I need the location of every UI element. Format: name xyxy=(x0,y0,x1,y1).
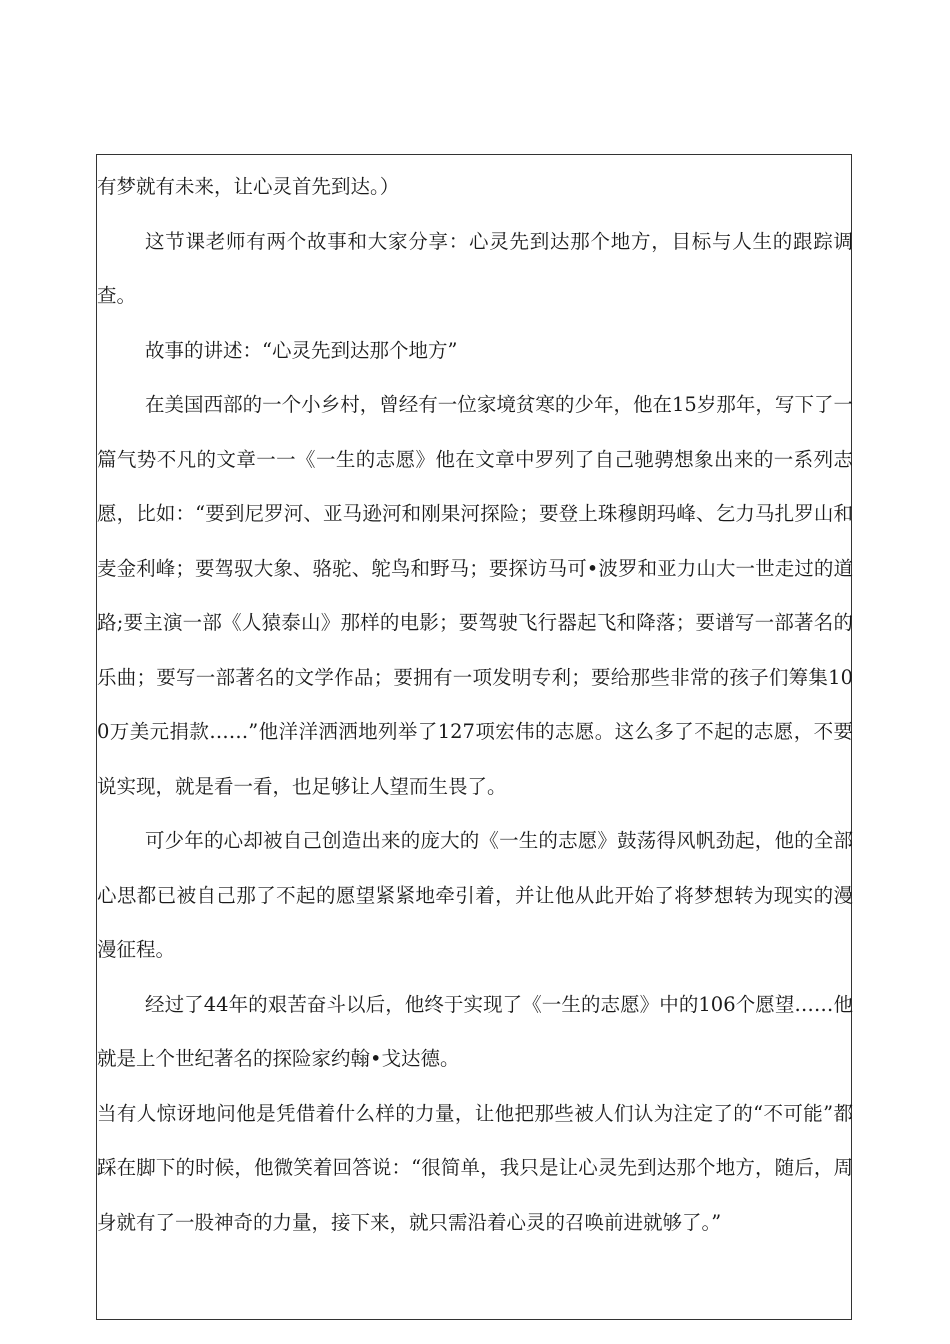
paragraph-story-body: 在美国西部的一个小乡村，曾经有一位家境贫寒的少年，他在15岁那年，写下了一篇气势不凡的文章一一《一生的志愿》他在文章中罗列了自己驰骋想象出来的一系列志愿，比如：“要到尼罗河、亚马逊河和刚果河探险；要登上珠穆朗玛峰、乞力马扎罗山和麦金利峰；要驾驭大象、骆驼、鸵鸟和野马；要探访马可•波罗和亚力山大一世走过的道路;要主演一部《人猿泰山》那样的电影；要驾驶飞行器起飞和降落；要谱写一部著名的乐曲；要写一部著名的文学作品；要拥有一项发明专利；要给那些非常的孩子们筹集100万美元捐款……”他洋洋洒洒地列举了127项宏伟的志愿。这么多了不起的志愿，不要说实现，就是看一看，也足够让人望而生畏了。 xyxy=(97,393,853,798)
paragraph-story-result: 经过了44年的艰苦奋斗以后，他终于实现了《一生的志愿》中的106个愿望……他就是上个世纪著名的探险家约翰•戈达德。 xyxy=(97,992,853,1070)
paragraph-story-quote: 当有人惊讶地问他是凭借着什么样的力量，让他把那些被人们认为注定了的“不可能”都踩在脚下的时候，他微笑着回答说：“很简单，我只是让心灵先到达那个地方，随后，周身就有了一股神奇的力量，接下来，就只需沿着心灵的召唤前进就够了。” xyxy=(97,1101,853,1234)
paragraph-lesson-intro: 这节课老师有两个故事和大家分享：心灵先到达那个地方，目标与人生的跟踪调查。 xyxy=(97,229,853,307)
paragraph-story-continued: 可少年的心却被自己创造出来的庞大的《一生的志愿》鼓荡得风帆劲起，他的全部心思都已被自己那了不起的愿望紧紧地牵引着，并让他从此开始了将梦想转为现实的漫漫征程。 xyxy=(97,829,853,961)
paragraph-intro-end: 有梦就有未来，让心灵首先到达。） xyxy=(97,175,400,198)
document-body xyxy=(97,160,853,1250)
paragraph-story-heading: 故事的讲述：“心灵先到达那个地方” xyxy=(145,338,458,362)
